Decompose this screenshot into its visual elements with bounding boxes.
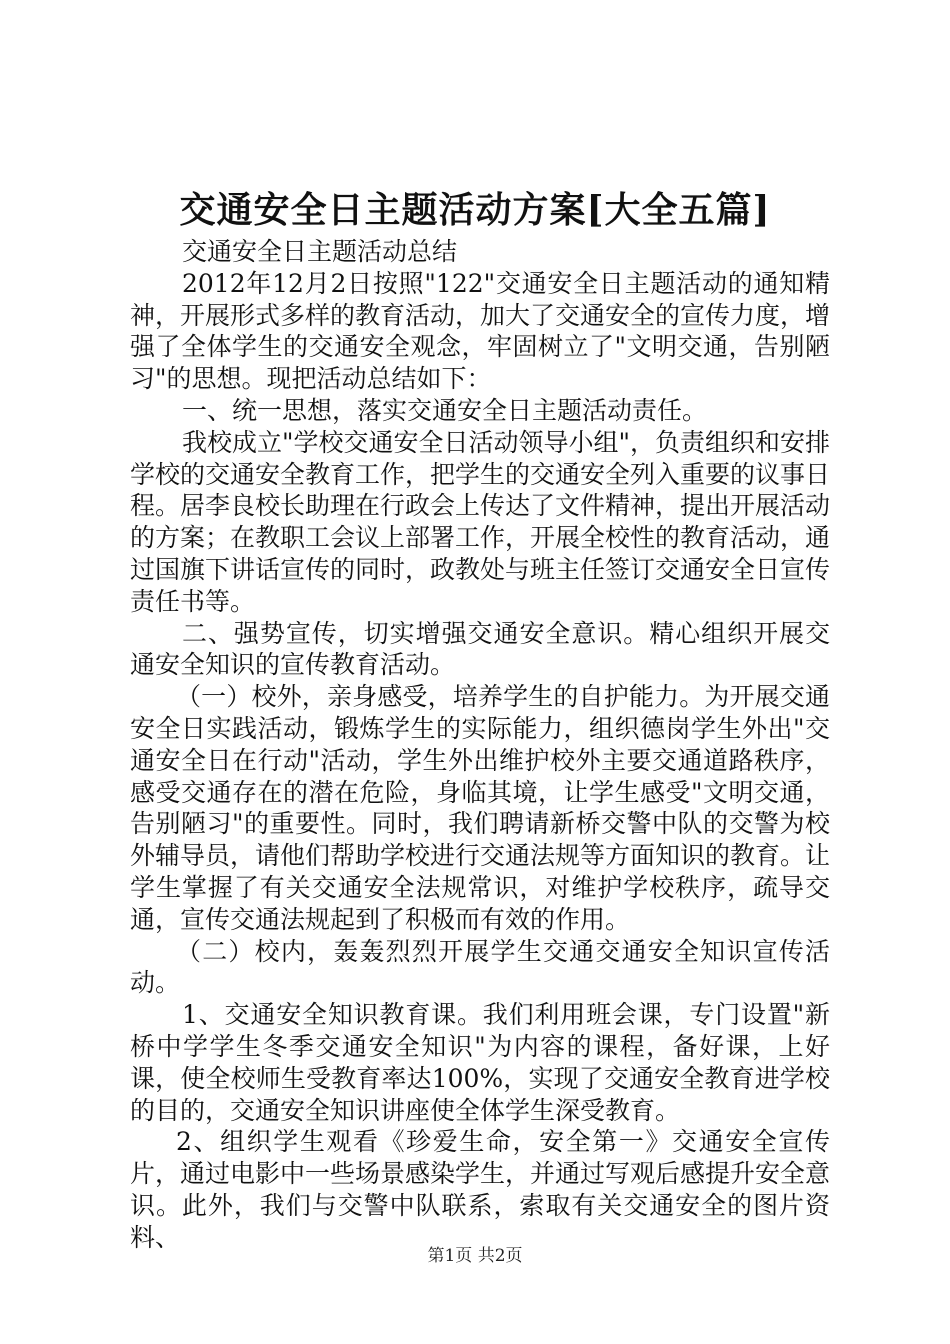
paragraph-outside-school: （一）校外，亲身感受，培养学生的自护能力。为开展交通安全日实践活动，锻炼学生的实际能力，组织德岗学生外出"交通安全日在行动"活动，学生外出维护校外主要交通道路秩序，感受交通存在的潜在危险，身临其境，让学生感受"文明交通，告别陋习"的重要性。同时，我们聘请新桥交警中队的交警为校外辅导员，请他们帮助学校进行交通法规等方面知识的教育。让学生掌握了有关交通安全法规常识，对维护学校秩序，疏导交通，宣传交通法规起到了积极而有效的作用。 [130,682,831,934]
paragraph-section-1-heading: 一、统一思想，落实交通安全日主题活动责任。 [182,395,708,425]
document-body [130,236,830,1254]
page-number-footer: 第1页 共2页 [427,1246,523,1266]
paragraph-subtitle: 交通安全日主题活动总结 [182,237,458,266]
paragraph-inside-school: （二）校内，轰轰烈烈开展学生交通交通安全知识宣传活动。 [130,936,830,998]
paragraph-section-1-body: 我校成立"学校交通安全日活动领导小组"，负责组织和安排学校的交通安全教育工作，把学生的交通安全列入重要的议事日程。居李良校长助理在行政会上传达了文件精神，提出开展活动的方案；在教职工会议上部署工作，开展全校性的教育活动，通过国旗下讲话宣传的同时，政教处与班主任签订交通安全日宣传责任书等。 [130,427,831,616]
paragraph-section-2-heading: 二、强势宣传，切实增强交通安全意识。精心组织开展交通安全知识的宣传教育活动。 [130,618,830,680]
paragraph-item-2: 2、组织学生观看《珍爱生命，安全第一》交通安全宣传片，通过电影中一些场景感染学生，并通过写观后感提升安全意识。此外，我们与交警中队联系，索取有关交通安全的图片资料、 [130,1127,831,1252]
paragraph-intro: 2012年12月2日按照"122"交通安全日主题活动的通知精神，开展形式多样的教育活动，加大了交通安全的宣传力度，增强了全体学生的交通安全观念，牢固树立了"文明交通，告别陋习"的思想。现把活动总结如下： [130,268,831,394]
document-title: 交通安全日主题活动方案[大全五篇] [179,189,771,231]
paragraph-item-1: 1、交通安全知识教育课。我们利用班会课，专门设置"新桥中学学生冬季交通安全知识"为内容的课程，备好课，上好课，使全校师生受教育率达100%，实现了交通安全教育进学校的目的，交通安全知识讲座使全体学生深受教育。 [130,1000,830,1125]
